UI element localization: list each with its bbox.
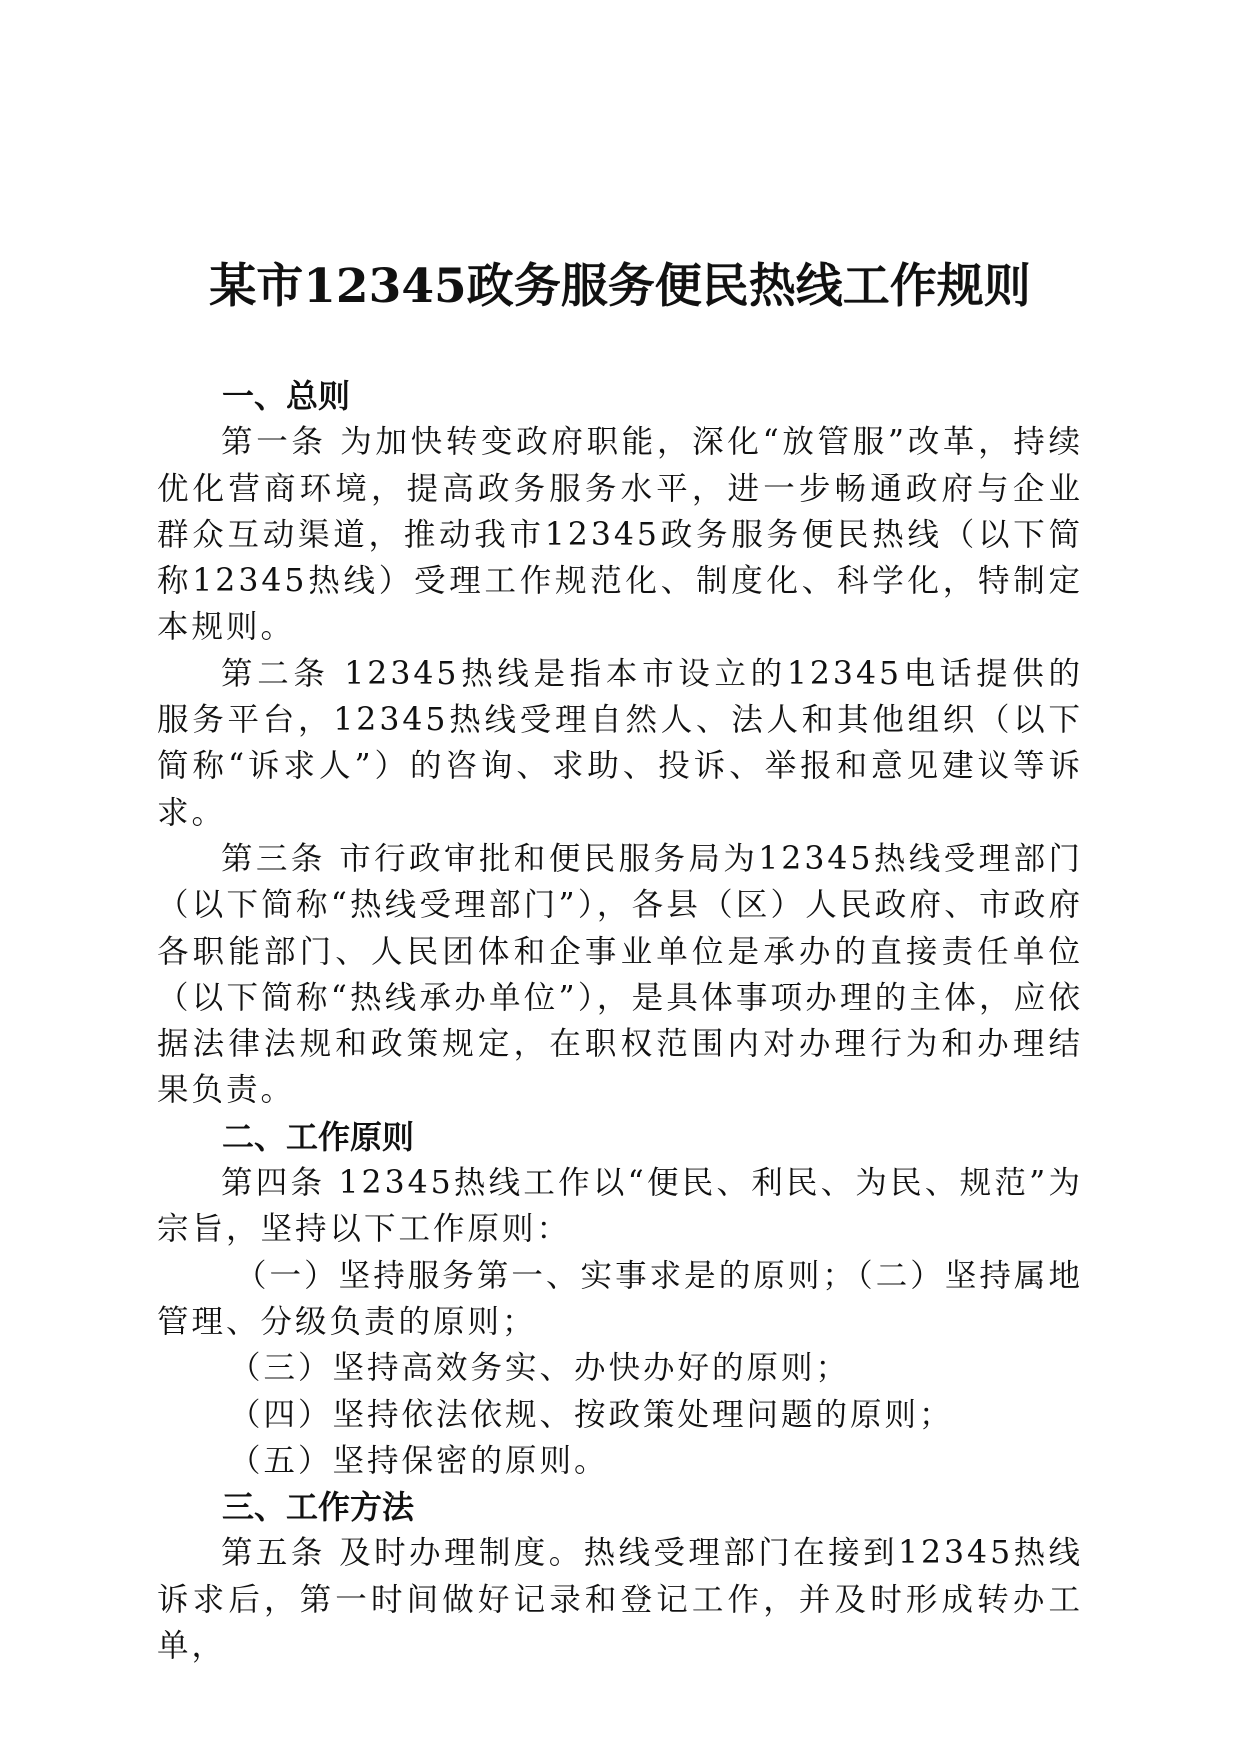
article-1: 第一条 为加快转变政府职能，深化“放管服”改革，持续优化营商环境，提高政务服务水平，进一步畅通政府与企业群众互动渠道，推动我市12345政务服务便民热线（以下简称12345热线）受理工作规范化、制度化、科学化，特制定本规则。 — [157, 424, 1083, 646]
section-heading-general: 一、总则 — [222, 377, 351, 415]
principles-1-2: （一）坚持服务第一、实事求是的原则；（二）坚持属地管理、分级负责的原则； — [157, 1257, 1083, 1340]
article-2: 第二条 12345热线是指本市设立的12345电话提供的服务平台，12345热线受理自然人、法人和其他组织（以下简称“诉求人”）的咨询、求助、投诉、举报和意见建议等诉求。 — [157, 655, 1083, 831]
document-title: 某市12345政务服务便民热线工作规则 — [209, 259, 1031, 314]
article-5: 第五条 及时办理制度。热线受理部门在接到12345热线诉求后，第一时间做好记录和登记工作，并及时形成转办工单， — [157, 1535, 1083, 1665]
article-4: 第四条 12345热线工作以“便民、利民、为民、规范”为宗旨，坚持以下工作原则： — [157, 1165, 1083, 1248]
section-heading-principles: 二、工作原则 — [222, 1117, 415, 1156]
principle-3: （三）坚持高效务实、办快办好的原则； — [229, 1350, 851, 1387]
section-heading-methods: 三、工作方法 — [222, 1488, 415, 1527]
article-3: 第三条 市行政审批和便民服务局为12345热线受理部门（以下简称“热线受理部门”），各县（区）人民政府、市政府各职能部门、人民团体和企事业单位是承办的直接责任单位（以下简称“热线承办单位”），是具体事项办理的主体，应依据法律法规和政策规定，在职权范围内对办理行为和办理结果负责。 — [157, 840, 1083, 1109]
document-body — [157, 373, 1083, 1669]
principle-5: （五）坚持保密的原则。 — [229, 1442, 609, 1479]
principle-4: （四）坚持依法依规、按政策处理问题的原则； — [229, 1396, 954, 1433]
